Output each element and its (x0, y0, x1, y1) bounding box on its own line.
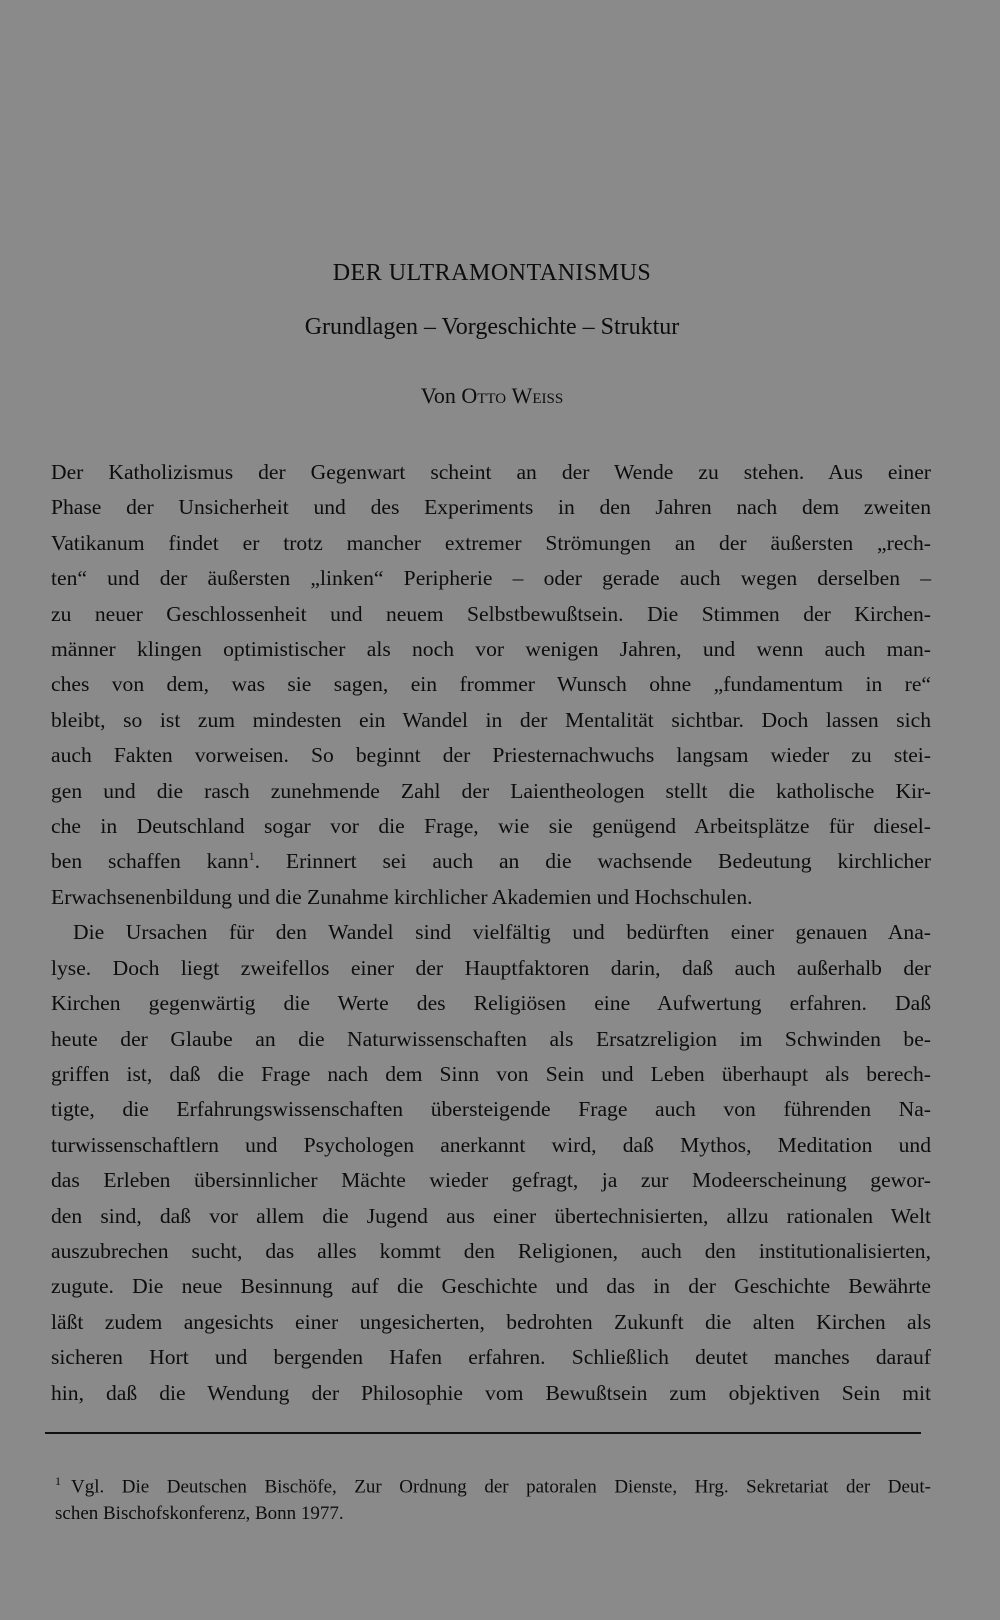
text-line: den sind, daß vor allem die Jugend aus einer übertechnisierten, allzu rationalen Welt (51, 1203, 931, 1228)
text-line: männer klingen optimistischer als noch vor wenigen Jahren, und wenn auch man- (51, 637, 931, 662)
text-line: bleibt, so ist zum mindesten ein Wandel in der Mentalität sichtbar. Doch lassen sich (51, 707, 931, 732)
text-segment: ben schaffen kann (51, 849, 249, 874)
text-line: griffen ist, daß die Frage nach dem Sinn von Sein und Leben überhaupt als berech- (51, 1061, 931, 1086)
footnote-line: schen Bischofskonferenz, Bonn 1977. (55, 1503, 344, 1525)
text-line: Der Katholizismus der Gegenwart scheint an der Wende zu stehen. Aus einer (51, 460, 931, 484)
author-last-name: Weiss (511, 383, 564, 408)
text-line: zu neuer Geschlossenheit und neuem Selbstbewußtsein. Die Stimmen der Kirchen- (51, 601, 931, 626)
footnote-number: 1 (55, 1474, 61, 1488)
text-line: Kirchen gegenwärtig die Werte des Religiösen eine Aufwertung erfahren. Daß (51, 991, 931, 1016)
text-line: turwissenschaftlern und Psychologen anerkannt wird, daß Mythos, Meditation und (51, 1132, 931, 1157)
text-line: sicheren Hort und bergenden Hafen erfahren. Schließlich deutet manches darauf (51, 1345, 931, 1370)
text-line: gen und die rasch zunehmende Zahl der Laientheologen stellt die katholische Kir- (51, 778, 931, 803)
article-title: DER ULTRAMONTANISMUS (332, 260, 652, 286)
footnote-text: Vgl. Die Deutschen Bischöfe, Zur Ordnung der patoralen Dienste, Hrg. Sekretariat der Deut- (71, 1476, 931, 1498)
text-line: auch Fakten vorweisen. So beginnt der Priesternachwuchs langsam wieder zu stei- (51, 743, 931, 768)
text-line: Erwachsenenbildung und die Zunahme kirchlicher Akademien und Hochschulen. (51, 884, 753, 909)
text-line: ches von dem, was sie sagen, ein frommer Wunsch ohne „fundamentum in re“ (51, 672, 931, 697)
text-line: lyse. Doch liegt zweifellos einer der Hauptfaktoren darin, daß auch außerhalb der (51, 955, 931, 980)
text-line: hin, daß die Wendung der Philosophie vom Bewußtsein zum objektiven Sein mit (51, 1380, 931, 1405)
text-line: das Erleben übersinnlicher Mächte wieder gefragt, ja zur Modeerscheinung gewor- (51, 1168, 931, 1193)
text-line: tigte, die Erfahrungswissenschaften übersteigende Frage auch von führenden Na- (51, 1097, 931, 1122)
author-byline (0, 383, 984, 409)
text-line: ten“ und der äußersten „linken“ Peripherie – oder gerade auch wegen derselben – (51, 566, 931, 591)
text-line: Phase der Unsicherheit und des Experiments in den Jahren nach dem zweiten (51, 495, 931, 520)
footnote-divider (45, 1432, 921, 1434)
article-subtitle: Grundlagen – Vorgeschichte – Struktur (304, 314, 680, 340)
text-segment: . Erinnert sei auch an die wachsende Bedeutung kirchlicher (254, 849, 931, 874)
body-text (51, 455, 931, 1411)
footnote (55, 1468, 931, 1527)
text-line-with-footnote-ref (51, 844, 931, 879)
author-first-name: Otto (461, 383, 507, 408)
text-line: auszubrechen sucht, das alles kommt den Religionen, auch den institutionalisierten, (51, 1238, 931, 1263)
text-line: heute der Glaube an die Naturwissenschaften als Ersatzreligion im Schwinden be- (51, 1026, 931, 1051)
byline-prefix: Von (420, 383, 456, 408)
footnote-line (55, 1468, 931, 1500)
text-line: läßt zudem angesichts einer ungesicherten, bedrohten Zukunft die alten Kirchen als (51, 1309, 931, 1334)
text-line: che in Deutschland sogar vor die Frage, wie sie genügend Arbeitsplätze für diesel- (51, 814, 931, 839)
text-line: Die Ursachen für den Wandel sind vielfältig und bedürften einer genauen Ana- (73, 920, 931, 945)
footnote-reference: 1 (248, 849, 255, 864)
text-line: zugute. Die neue Besinnung auf die Geschichte und das in der Geschichte Bewährte (51, 1274, 931, 1299)
text-line: Vatikanum findet er trotz mancher extremer Strömungen an der äußersten „rech- (51, 530, 931, 555)
